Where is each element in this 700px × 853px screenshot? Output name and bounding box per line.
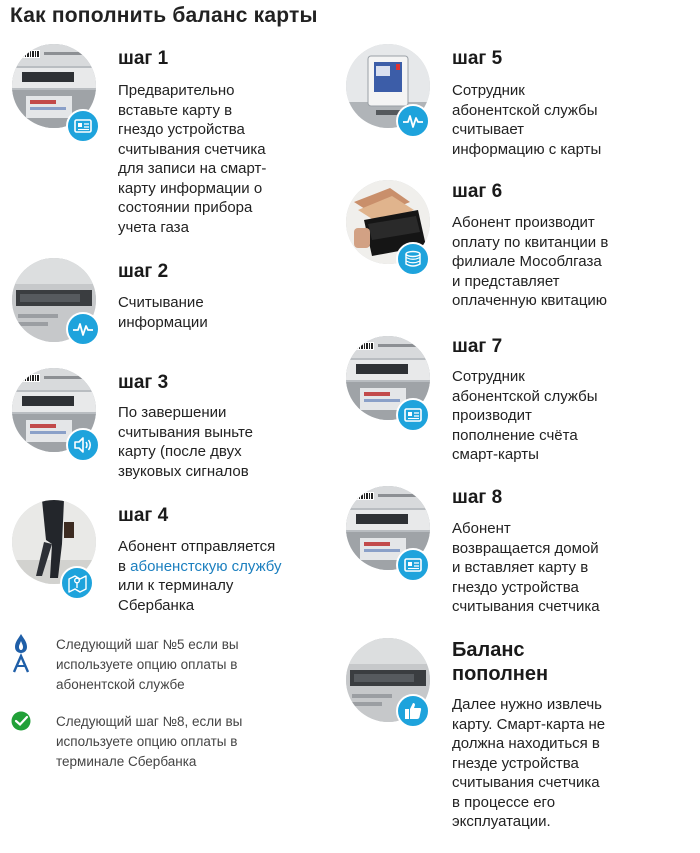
card-reader-icon — [396, 548, 430, 582]
text-line: гнездо устройства — [452, 578, 579, 596]
thumbs-up-icon — [396, 694, 430, 728]
text-line: должна находиться в — [452, 735, 600, 752]
speaker-icon — [66, 428, 100, 462]
text-line: Сотрудник — [452, 82, 525, 99]
step-heading: шаг 7 — [452, 336, 503, 357]
text-line: эксплуатации. — [452, 813, 551, 830]
text-line: производит — [452, 407, 532, 424]
step-heading: шаг 4 — [118, 505, 169, 526]
text-line: карту информации о — [118, 179, 263, 197]
step-description — [118, 403, 253, 481]
step-heading: шаг 3 — [118, 372, 169, 393]
text-line: информации — [118, 313, 208, 331]
text-line: карту. Смарт-карта не — [452, 715, 606, 733]
text-line: смарт-карты — [452, 446, 539, 463]
step-description — [452, 81, 601, 159]
heading-line: пополнен — [452, 663, 549, 685]
step-description — [118, 293, 208, 332]
text-line: Абонент производит — [452, 214, 595, 231]
text-line: гнезде устройства — [452, 754, 579, 772]
text-line: в процессе его — [452, 793, 556, 811]
step-description — [452, 519, 600, 617]
text-line: или к терминалу — [118, 577, 234, 594]
text-line: Считывание — [118, 294, 204, 311]
text-line: карту (после двух — [118, 443, 242, 460]
map-pin-icon — [60, 566, 94, 600]
coins-icon — [396, 242, 430, 276]
text-line: возвращается домой — [452, 539, 599, 557]
note-text — [56, 712, 242, 772]
text-line: звуковых сигналов — [118, 462, 249, 480]
step-description — [452, 213, 608, 311]
sberbank-logo-icon — [10, 710, 32, 732]
text-line: оплаченную квитацию — [452, 292, 608, 309]
step-heading: шаг 1 — [118, 48, 169, 69]
text-line: считывания выньте — [118, 423, 253, 441]
text-line: состоянии прибора — [118, 199, 253, 216]
text-line: Сбербанка — [118, 596, 195, 614]
text-line: считывания счетчика — [118, 140, 266, 158]
text-line: Следующий шаг №5 если вы — [56, 637, 239, 652]
final-description — [452, 695, 605, 832]
text-line: считывания счетчика — [452, 774, 600, 791]
text-line: Абонент отправляется — [118, 538, 276, 555]
text-line: Абонент — [452, 520, 511, 537]
text-fragment: в — [118, 557, 131, 575]
note-text — [56, 635, 239, 695]
text-line: абонентской службе — [56, 677, 185, 692]
text-line: пополнение счёта — [452, 426, 578, 444]
text-line: Предварительно — [118, 82, 235, 99]
text-line: Следующий шаг №8, если вы — [56, 714, 243, 729]
text-line: считывает — [452, 121, 525, 138]
text-line: Далее нужно извлечь — [452, 696, 602, 713]
step-description — [118, 81, 266, 237]
text-line: гнездо устройства — [118, 121, 245, 138]
heading-line: Баланс — [452, 639, 525, 661]
step-description — [452, 367, 598, 465]
text-line: Сотрудник — [452, 368, 525, 385]
text-line: и представляет — [452, 272, 560, 290]
text-line: используете опцию оплаты в — [56, 734, 238, 749]
step-heading: шаг 5 — [452, 48, 503, 69]
text-line — [118, 557, 282, 577]
card-reader-icon — [396, 398, 430, 432]
text-line: оплату по квитанции в — [452, 233, 609, 251]
text-line: учета газа — [118, 218, 189, 236]
text-line: для записи на смарт- — [118, 160, 267, 177]
text-line: филиале Мособлгаза — [452, 253, 602, 270]
text-line: используете опцию оплаты в — [56, 657, 238, 672]
text-line: абонентской службы — [452, 101, 598, 119]
step-heading: шаг 2 — [118, 261, 169, 282]
step-heading: шаг 8 — [452, 487, 503, 508]
signal-wave-icon — [396, 104, 430, 138]
text-line: и вставляет карту в — [452, 559, 589, 576]
text-line: терминале Сбербанка — [56, 754, 197, 769]
text-line: информацию с карты — [452, 140, 602, 158]
signal-wave-icon — [66, 312, 100, 346]
step-description — [118, 537, 282, 615]
card-reader-icon — [66, 109, 100, 143]
page-title: Как пополнить баланс карты — [10, 4, 318, 27]
text-line: вставьте карту в — [118, 101, 233, 119]
step-heading: шаг 6 — [452, 181, 503, 202]
text-line: считывания счетчика — [452, 598, 600, 615]
text-line: абонентской службы — [452, 387, 598, 405]
subscriber-service-link[interactable]: абоненстскую службу — [130, 557, 282, 575]
final-heading — [452, 638, 548, 686]
mosoblgaz-logo-icon — [10, 632, 32, 676]
text-line: По завершении — [118, 404, 227, 421]
